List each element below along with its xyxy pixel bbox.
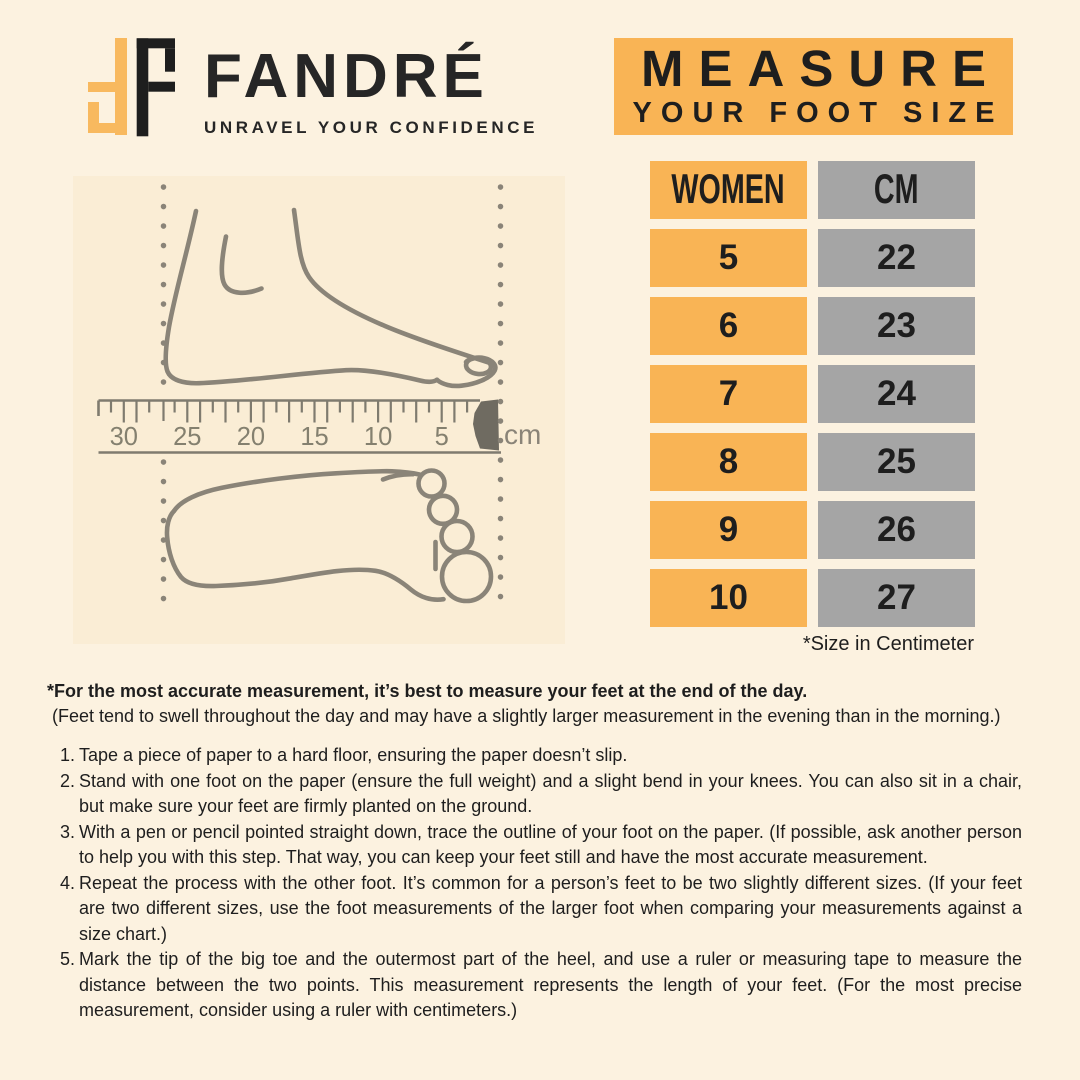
brand-block — [204, 42, 539, 138]
ruler-label-5: 5 — [434, 423, 449, 451]
size-table-header-women — [650, 161, 807, 219]
step-text: Stand with one foot on the paper (ensure the full weight) and a slight bend in your knees. You can also sit in a chair, but make sure your feet are firmly planted on the ground. — [79, 770, 1022, 816]
instruction-step-3 — [60, 820, 1022, 871]
instruction-list — [60, 743, 1022, 1024]
size-unit-note: *Size in Centimeter — [802, 633, 974, 655]
ruler-label-30: 30 — [109, 423, 138, 451]
instruction-step-1 — [60, 743, 1022, 769]
cm-size-value: 22 — [877, 238, 916, 277]
table-row-4-cm-cell — [818, 501, 975, 559]
size-table-header-cm — [818, 161, 975, 219]
banner-subtitle: YOUR FOOT SIZE — [632, 97, 1004, 129]
step-text: Tape a piece of paper to a hard floor, ensuring the paper doesn’t slip. — [79, 745, 628, 765]
women-size-value: 6 — [718, 306, 739, 345]
step-number: 4. — [60, 872, 76, 893]
step-text: Mark the tip of the big toe and the outermost part of the heel, and use a ruler or measuring tape to measure the distance between the two points. This measurement represents the length of your feet. (For the most precise measurement, consider using a ruler with centimeters.) — [79, 949, 1022, 1020]
cm-size-value: 27 — [877, 578, 916, 617]
step-number: 3. — [60, 821, 76, 842]
women-size-value: 5 — [718, 238, 739, 277]
table-row-0-women-cell — [650, 229, 807, 287]
step-number: 2. — [60, 770, 76, 791]
table-row-1-cm-cell — [818, 297, 975, 355]
ruler-label-20: 20 — [236, 423, 266, 451]
logo-letter-f — [137, 38, 175, 136]
banner-title: MEASURE — [640, 40, 1002, 97]
measurement-tip-subline: (Feet tend to swell throughout the day and may have a slightly larger measurement in the evening than in the morning.) — [52, 706, 1001, 726]
logo-letter-d — [88, 38, 127, 135]
instruction-step-4 — [60, 871, 1022, 948]
brand-tagline: UNRAVEL YOUR CONFIDENCE — [204, 118, 539, 137]
step-text: With a pen or pencil pointed straight down, trace the outline of your foot on the paper. (If possible, ask another person to help you with this step. That way, you can keep your feet still and have the most accurate measurement. — [79, 821, 1022, 867]
women-size-value: 7 — [718, 374, 739, 413]
measure-banner — [614, 38, 1013, 135]
step-number: 5. — [60, 949, 76, 969]
size-table — [650, 161, 975, 627]
step-text: Repeat the process with the other foot. It’s common for a person’s feet to be two slightly different sizes. (If your feet are two different sizes, use the foot measurements of the larger foot when comparing your measurements against a size chart.) — [79, 872, 1022, 944]
cm-size-value: 25 — [877, 442, 916, 481]
women-column-label: WOMEN — [671, 166, 786, 213]
cm-column-label: CM — [874, 166, 919, 213]
ruler-label-25: 25 — [173, 423, 202, 451]
brand-name: FANDRÉ — [204, 42, 489, 111]
table-row-4-women-cell — [650, 501, 807, 559]
ruler-label-15: 15 — [300, 423, 329, 451]
table-row-3-women-cell — [650, 433, 807, 491]
measurement-tip-headline: *For the most accurate measurement, it’s best to measure your feet at the end of the day. — [47, 681, 808, 701]
table-row-2-women-cell — [650, 365, 807, 423]
table-row-5-cm-cell — [818, 569, 975, 627]
women-size-value: 8 — [718, 442, 739, 481]
women-size-value: 10 — [709, 578, 748, 617]
fandre-logo-icon — [88, 36, 188, 138]
ruler-unit-label: cm — [504, 419, 542, 450]
ruler-label-10: 10 — [363, 423, 393, 451]
table-row-1-women-cell — [650, 297, 807, 355]
cm-size-value: 24 — [877, 374, 916, 413]
women-size-value: 9 — [718, 510, 739, 549]
table-row-0-cm-cell — [818, 229, 975, 287]
table-row-3-cm-cell — [818, 433, 975, 491]
foot-measurement-illustration — [70, 165, 580, 655]
table-row-5-women-cell — [650, 569, 807, 627]
instruction-step-2 — [60, 769, 1022, 820]
step-number: 1. — [60, 745, 76, 765]
cm-size-value: 26 — [877, 510, 916, 549]
instruction-step-5 — [60, 947, 1022, 1024]
cm-size-value: 23 — [877, 306, 916, 345]
table-row-2-cm-cell — [818, 365, 975, 423]
